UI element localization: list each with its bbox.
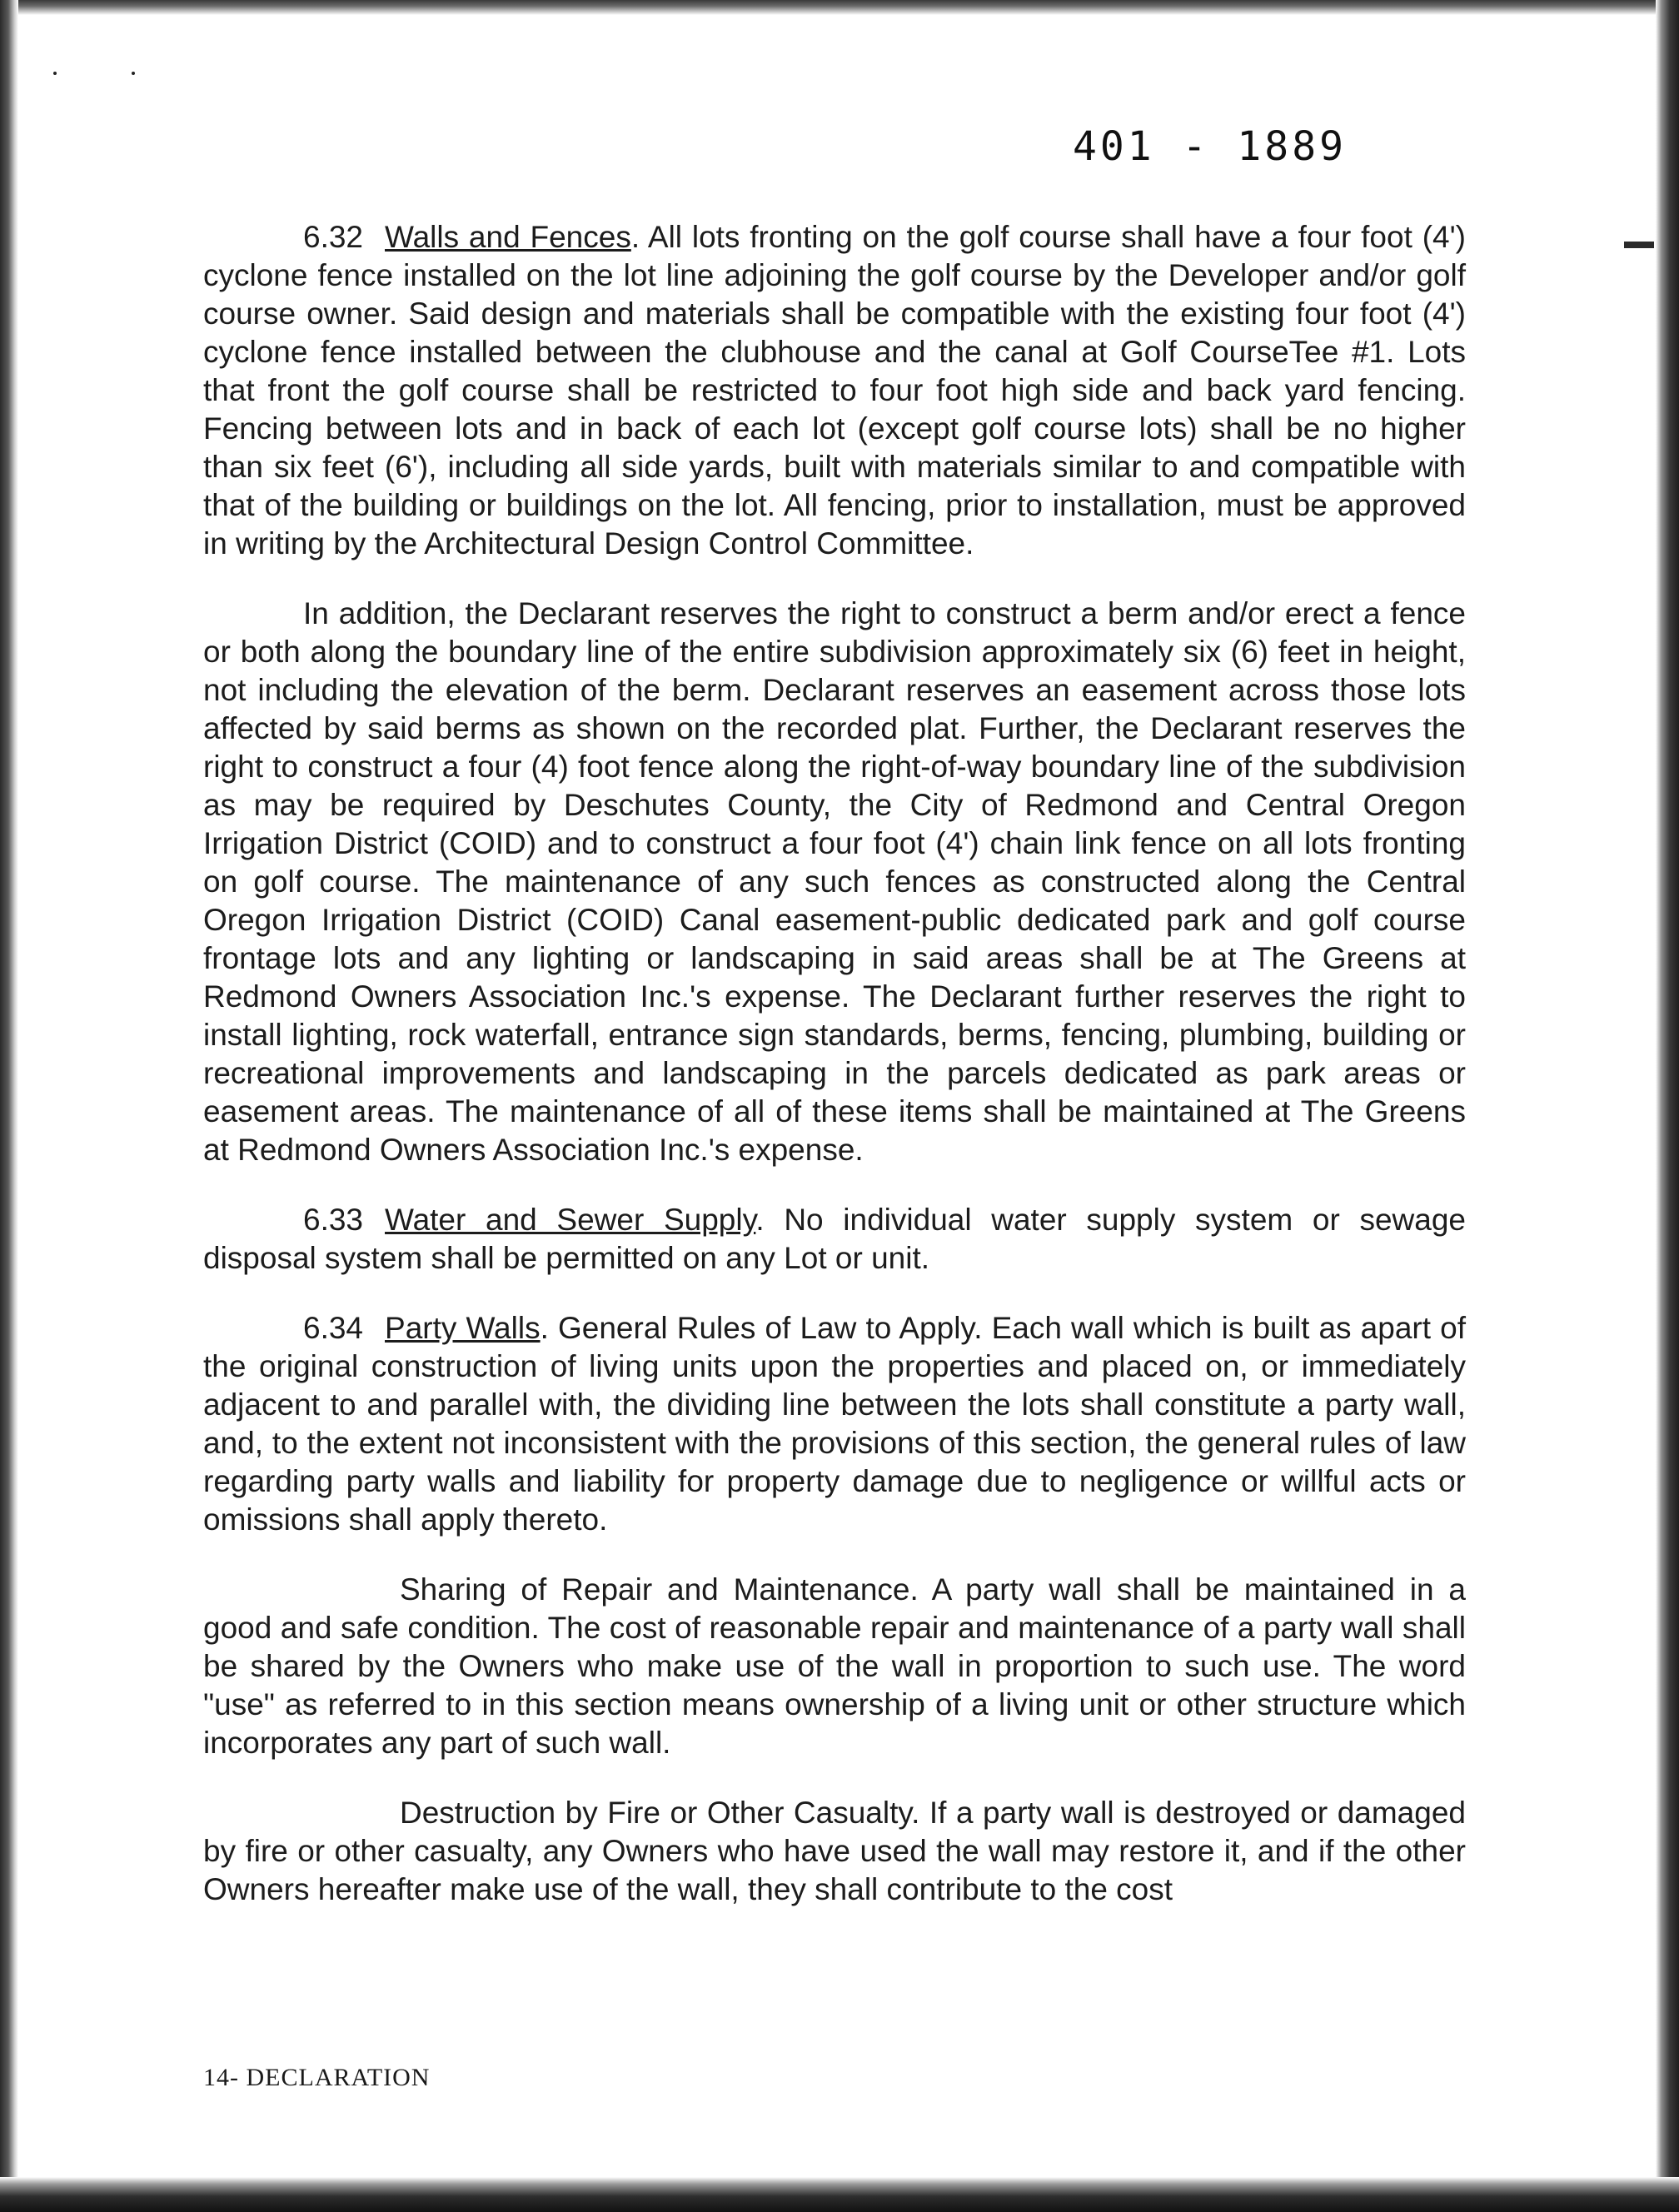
scan-edge-top: [0, 0, 1679, 15]
document-body: [203, 218, 1466, 1940]
page-footer: 14- DECLARATION: [203, 2064, 431, 2091]
section-number: 6.32: [303, 220, 364, 254]
section-title: Walls and Fences: [385, 220, 631, 254]
section-number: 6.34: [303, 1311, 364, 1345]
scan-speck: [53, 72, 57, 75]
scan-edge-bottom: [0, 2177, 1679, 2212]
section-title: Party Walls: [385, 1311, 541, 1345]
section-number: 6.33: [303, 1203, 364, 1237]
paragraph-sharing: Sharing of Repair and Maintenance. A party wall shall be maintained in a good and safe condition. The cost of reasonable repair and maintenance of a party wall shall be shared by the Owners who make use of the wall in proportion to such use. The word "use" as referred to in this section means ownership of a living unit or other structure which incorporates any part of such wall.: [203, 1572, 1466, 1760]
scan-mark: [1624, 242, 1654, 248]
scan-speck: [132, 72, 135, 75]
document-number: 401 - 1889: [1073, 123, 1347, 170]
section-text: . All lots fronting on the golf course shall have a four foot (4') cyclone fence installed on the lot line adjoining the golf course by the Developer and/or golf course owner. Said design and materials shall be compatible with the existing four foot (4') cyclone fence installed between the clubhouse and the canal at Golf CourseTee #1. Lots that front the golf course shall be restricted to four foot high side and back yard fencing. Fencing between lots and in back of each lot (except golf course lots) shall be no higher than six feet (6'), including all side yards, built with materials similar to and compatible with that of the building or buildings on the lot. All fencing, prior to installation, must be approved in writing by the Architectural Design Control Committee.: [203, 220, 1466, 560]
paragraph-addition: In addition, the Declarant reserves the right to construct a berm and/or erect a fence or both along the boundary line of the entire subdivision approximately six (6) feet in height, not including the elevation of the berm. Declarant reserves an easement across those lots affected by said berms as shown on the recorded plat. Further, the Declarant reserves the right to construct a four (4) foot fence along the right-of-way boundary line of the subdivision as may be required by Deschutes County, the City of Redmond and Central Oregon Irrigation District (COID) and to construct a four foot (4') chain link fence on all lots fronting on golf course. The maintenance of any such fences as constructed along the Central Oregon Irrigation District (COID) Canal easement-public dedicated park and golf course frontage lots and any lighting or landscaping in said areas shall be at The Greens at Redmond Owners Association Inc.'s expense. The Declarant further reserves the right to install lighting, rock waterfall, entrance sign standards, berms, fencing, plumbing, building or recreational improvements and landscaping in the parcels dedicated as park areas or easement areas. The maintenance of all of these items shall be maintained at The Greens at Redmond Owners Association Inc.'s expense.: [203, 596, 1466, 1167]
section-6-33: [203, 1201, 1466, 1278]
section-text: . General Rules of Law to Apply. Each wall which is built as apart of the original construction of living units upon the properties and placed on, or immediately adjacent to and parallel with, the dividing line between the lots shall constitute a party wall, and, to the extent not inconsistent with the provisions of this section, the general rules of law regarding party walls and liability for property damage due to negligence or willful acts or omissions shall apply thereto.: [203, 1311, 1466, 1537]
section-6-34: [203, 1309, 1466, 1539]
paragraph-destruction: Destruction by Fire or Other Casualty. If a party wall is destroyed or damaged by fire or other casualty, any Owners who have used the wall may restore it, and if the other Owners hereafter make use of the wall, they shall contribute to the cost: [203, 1796, 1466, 1906]
section-text: . No individual water supply system or sewage disposal system shall be permitted on any Lot or unit.: [203, 1203, 1467, 1275]
scan-edge-left: [0, 0, 18, 2212]
section-6-32: [203, 218, 1466, 563]
section-title: Water and Sewer Supply: [385, 1203, 756, 1237]
scan-edge-right: [1656, 0, 1679, 2212]
